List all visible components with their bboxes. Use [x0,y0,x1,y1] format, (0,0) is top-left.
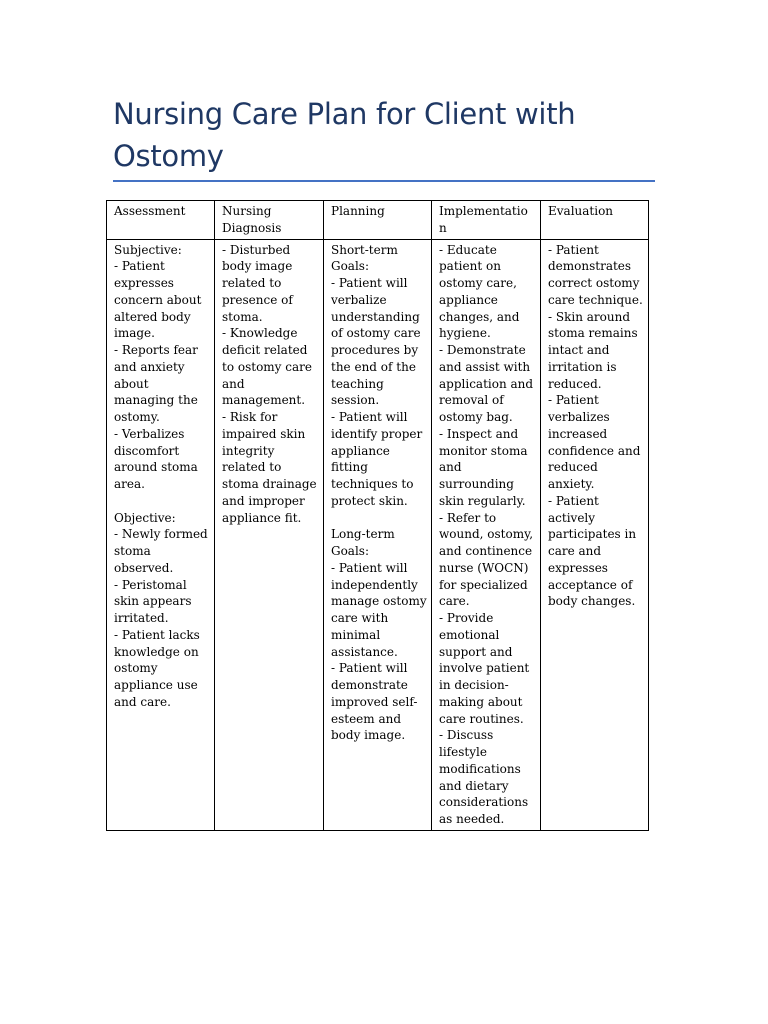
cell-planning: Short-term Goals: - Patient will verbalize understanding of ostomy care procedures by the end of the teaching session. - Patient will identify proper appliance fitting techniques to protect skin. Long-term Goals: - Patient will independently manage ostomy care with minimal assistance. - Patient will demonstrate improved self-esteem and body image. [324,239,432,830]
page-title: Nursing Care Plan for Client with Ostomy [113,97,576,173]
header-assessment: Assessment [107,201,215,240]
table-row [107,239,649,830]
header-implementation: Implementatio n [432,201,541,240]
cell-evaluation: - Patient demonstrates correct ostomy care technique. - Skin around stoma remains intact and irritation is reduced. - Patient verbalizes increased confidence and reduced anxiety. - Patient actively participates in care and expresses acceptance of body changes. [541,239,649,830]
title-underline [113,180,655,182]
cell-implementation: - Educate patient on ostomy care, appliance changes, and hygiene. - Demonstrate and assist with application and removal of ostomy bag. - Inspect and monitor stoma and surrounding skin regularly. - Refer to wound, ostomy, and continence nurse (WOCN) for specialized care. - Provide emotional support and involve patient in decision-making about care routines. - Discuss lifestyle modifications and dietary considerations as needed. [432,239,541,830]
header-evaluation: Evaluation [541,201,649,240]
care-plan-table [106,200,649,831]
header-nursing-diagnosis: Nursing Diagnosis [215,201,324,240]
table-header-row [107,201,649,240]
cell-nursing-diagnosis: - Disturbed body image related to presence of stoma. - Knowledge deficit related to ostomy care and management. - Risk for impaired skin integrity related to stoma drainage and improper appliance fit. [215,239,324,830]
cell-assessment: Subjective: - Patient expresses concern about altered body image. - Reports fear and anxiety about managing the ostomy. - Verbalizes discomfort around stoma area. Objective: - Newly formed stoma observed. - Peristomal skin appears irritated. - Patient lacks knowledge on ostomy appliance use and care. [107,239,215,830]
header-planning: Planning [324,201,432,240]
